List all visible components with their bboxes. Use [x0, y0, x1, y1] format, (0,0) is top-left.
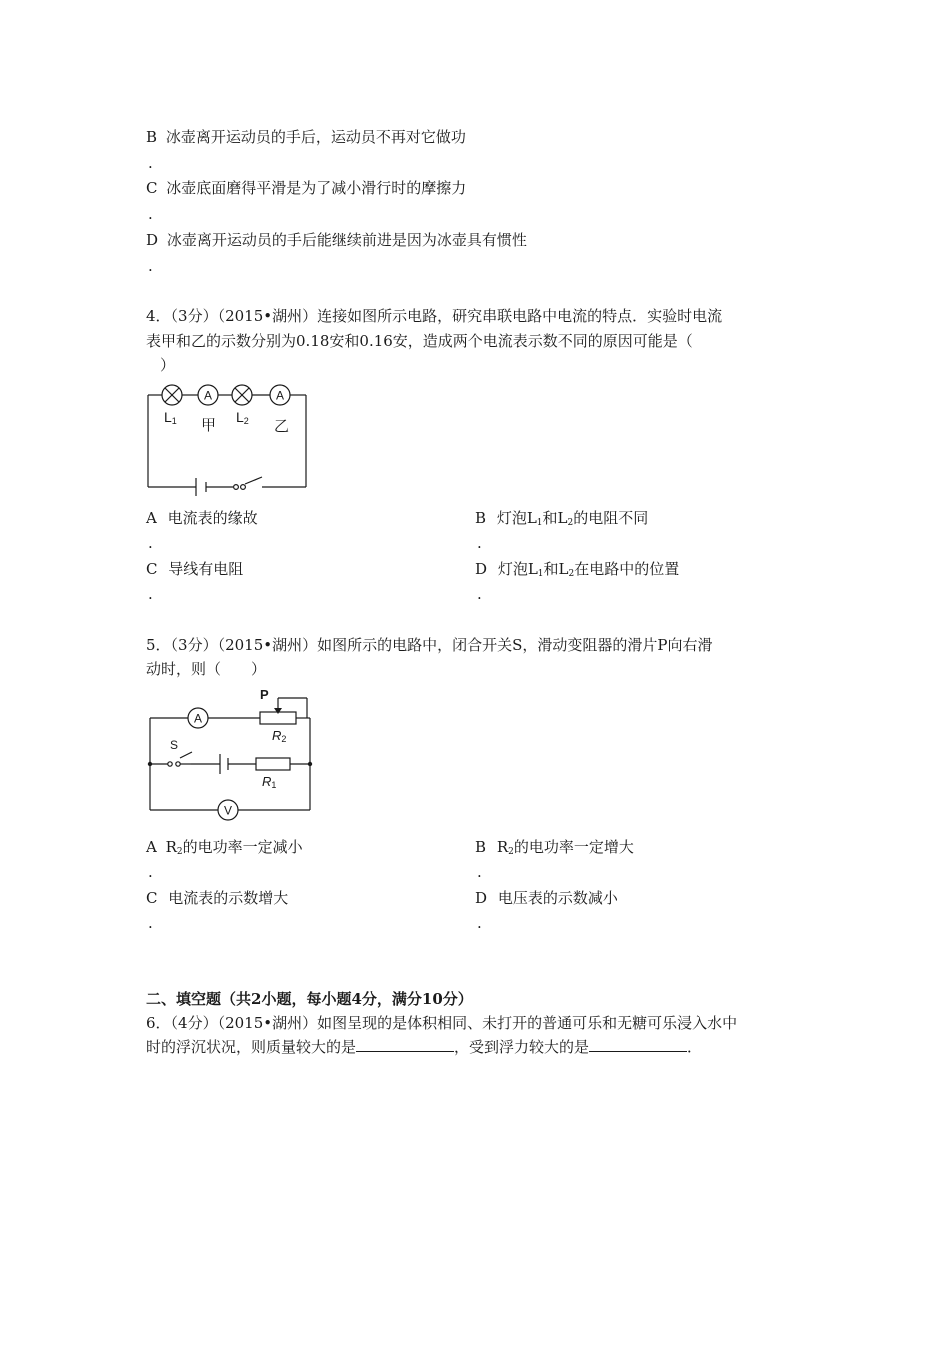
r2-label: R	[272, 728, 282, 743]
q6-stem-line1: 6．（4分）（2015•湖州）如图呈现的是体积相同、未打开的普通可乐和无糖可乐浸入水中	[146, 1014, 738, 1032]
subscript: 2	[508, 847, 514, 857]
q4-stem-line3: ）	[160, 356, 176, 374]
section-2-heading: 二、填空题（共2小题，每小题4分，满分10分）	[146, 990, 473, 1008]
q5-circuit-diagram	[142, 686, 322, 826]
ammeter-label: A	[275, 388, 285, 403]
voltmeter-icon	[218, 800, 238, 820]
q5-option-d	[475, 887, 618, 908]
l2-label: L	[236, 409, 244, 425]
subscript: 2	[568, 569, 575, 579]
option-text: 导线有电阻	[168, 560, 244, 578]
option-text: 冰壶离开运动员的手后能继续前进是因为冰壶具有惯性	[166, 231, 527, 249]
ammeter-icon	[188, 708, 208, 728]
ammeter-yi-icon	[270, 385, 290, 405]
option-letter: D	[475, 889, 488, 907]
svg-text:R2	[272, 728, 286, 744]
q4-stem-line2: 表甲和乙的示数分别为0.18安和0.16安，造成两个电流表示数不同的原因可能是（	[146, 332, 693, 350]
q6-text-part2: ，受到浮力较大的是	[454, 1038, 590, 1056]
option-letter: B	[475, 509, 487, 527]
option-dot: .	[148, 585, 153, 603]
q5-stem-line2: 动时，则（ ）	[146, 660, 267, 678]
voltmeter-label: V	[223, 803, 233, 818]
q5-option-a	[146, 836, 303, 857]
q4-option-a	[146, 507, 258, 528]
q5-option-b	[475, 836, 634, 857]
option-dot: .	[477, 863, 482, 881]
junction-dot	[308, 762, 312, 766]
r2-subscript: 2	[281, 734, 287, 744]
r1-subscript: 1	[271, 780, 277, 790]
q4-circuit-diagram	[140, 378, 320, 498]
option-dot: .	[477, 914, 482, 932]
option-dot: .	[148, 154, 153, 172]
option-letter: A	[146, 838, 157, 856]
ammeter-jia-icon	[198, 385, 218, 405]
slider-p-label: P	[260, 687, 269, 702]
r1-label: R	[262, 774, 272, 789]
q4-option-c	[146, 558, 243, 579]
option-text: 灯泡L	[496, 509, 537, 527]
option-letter: D	[475, 560, 488, 578]
option-text: 电压表的示数减小	[497, 889, 618, 907]
option-text: R	[165, 838, 177, 856]
option-text: 和L	[543, 560, 569, 578]
option-text: 电流表的缘故	[167, 509, 258, 527]
ammeter-label: A	[193, 711, 203, 726]
option-text: 的电功率一定减小	[182, 838, 303, 856]
q6-text-part3: ．	[687, 1038, 703, 1056]
l1-label: L	[164, 409, 172, 425]
option-letter: B	[475, 838, 487, 856]
switch-s-label: S	[170, 738, 179, 752]
option-letter: C	[146, 889, 158, 907]
subscript: 1	[537, 569, 544, 579]
option-dot: .	[148, 863, 153, 881]
svg-text:L1	[164, 409, 177, 426]
q6-text-part1: 时的浮沉状况，则质量较大的是	[146, 1038, 357, 1056]
option-dot: .	[477, 534, 482, 552]
jia-label: 甲	[201, 417, 217, 434]
option-text: 电流表的示数增大	[168, 889, 289, 907]
option-letter: A	[146, 509, 157, 527]
option-dot: .	[148, 534, 153, 552]
option-dot: .	[477, 585, 482, 603]
option-letter: C	[146, 179, 158, 197]
q4-stem-line1: 4．（3分）（2015•湖州）连接如图所示电路，研究串联电路中电流的特点．实验时电流	[146, 307, 723, 325]
option-text: 冰壶离开运动员的手后，运动员不再对它做功	[165, 128, 466, 146]
option-text: 灯泡L	[497, 560, 538, 578]
lamp-l2-icon	[232, 385, 252, 405]
option-letter: B	[146, 128, 158, 146]
junction-dot	[148, 762, 152, 766]
q4-option-d	[475, 558, 679, 579]
subscript: 1	[536, 518, 543, 528]
option-text: 冰壶底面磨得平滑是为了减小滑行时的摩擦力	[166, 179, 467, 197]
option-dot: .	[148, 205, 153, 223]
svg-text:L2	[236, 409, 249, 426]
q3-option-b	[146, 126, 466, 147]
svg-text:R1	[262, 774, 276, 790]
l1-subscript: 1	[171, 416, 177, 426]
option-text: 的电功率一定增大	[513, 838, 634, 856]
yi-label: 乙	[274, 418, 290, 435]
answer-blank-1[interactable]	[356, 1037, 454, 1052]
option-text: 的电阻不同	[573, 509, 649, 527]
option-dot: .	[148, 914, 153, 932]
option-letter: D	[146, 231, 159, 249]
lamp-l1-icon	[162, 385, 182, 405]
q3-option-c	[146, 177, 466, 198]
q4-option-b	[475, 507, 648, 528]
subscript: 2	[176, 847, 183, 857]
option-dot: .	[148, 257, 153, 275]
q5-stem-line1: 5．（3分）（2015•湖州）如图所示的电路中，闭合开关S，滑动变阻器的滑片P向右滑	[146, 636, 713, 654]
option-text: R	[496, 838, 509, 856]
ammeter-label: A	[203, 388, 213, 403]
option-letter: C	[146, 560, 158, 578]
l2-subscript: 2	[243, 416, 249, 426]
option-text: 和L	[542, 509, 568, 527]
q3-option-d	[146, 229, 527, 250]
q6-stem-line2	[146, 1034, 702, 1060]
q5-option-c	[146, 887, 288, 908]
subscript: 2	[567, 518, 574, 528]
option-text: 在电路中的位置	[574, 560, 680, 578]
answer-blank-2[interactable]	[589, 1037, 687, 1052]
